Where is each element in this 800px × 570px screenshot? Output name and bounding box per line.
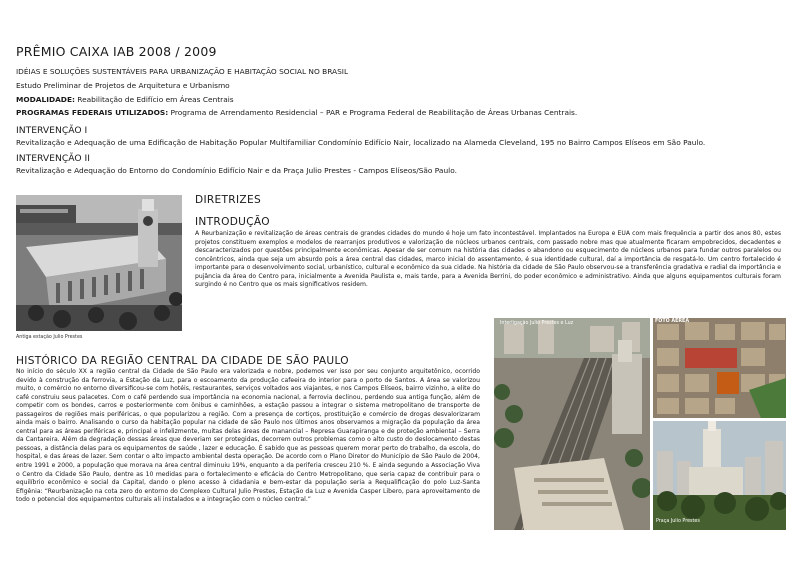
- intervencao-1-text: Revitalização e Adequação de uma Edificação de Habitação Popular Multifamiliar Condomínio Edifício Nair, localizado na Alameda Cleveland, 195 no Bairro Campos Elíseos em São Paulo.: [16, 138, 706, 147]
- aerial-caption: FOTO AÉREA: [655, 319, 690, 324]
- praca-caption: Praça Julio Prestes: [656, 519, 700, 524]
- historico-title: HISTÓRICO DA REGIÃO CENTRAL DA CIDADE DE SÃO PAULO: [16, 355, 349, 367]
- modalidade-line: [16, 95, 234, 105]
- intervencao-2-text: Revitalização e Adequação do Entorno do Condomínio Edifício Nair e da Praça Julio Prestes - Campos Elíseos/São Paulo.: [16, 166, 457, 175]
- old-station-photo: [16, 195, 182, 331]
- programas-label: PROGRAMAS FEDERAIS UTILIZADOS:: [16, 108, 169, 117]
- praca-photo: [653, 421, 786, 530]
- subtitle: IDÉIAS E SOLUÇÕES SUSTENTÁVEIS PARA URBANIZAÇÃO E HABITAÇÃO SOCIAL NO BRASIL: [16, 67, 349, 76]
- diretrizes-title: DIRETRIZES: [195, 194, 261, 206]
- introducao-text: A Reurbanização e revitalização de áreas centrais de grandes cidades do mundo é hoje um fato incontestável. Implantados na Europa e EUA com mais frequência a partir dos anos 80, estes projetos constituem exemplos e modelos de rearranjos produtivos e valorização de núcleos urbanos centrais, com passado nobre mas que atualmente ficaram empobrecidos, decadentes e descaracterizados por questões principalmente econômicas. Apesar de ser comum na história das cidades o abandono ou esquecimento de núcleos urbanos para fundar outros paralelos ou concêntricos, ainda que seja um absurdo pois a área central das cidades, marco inicial do assentamento, é sua identidade cultural, daí a importância de resgatá-lo. Um centro fortalecido é importante para o desenvolvimento social, urbanístico, cultural e econômico da sua cidade. Na história da cidade de São Paulo observou-se a transferência gradativa e radial da importância e pujância da área do Centro para, inicialmente a Avenida Paulista e, mais tarde, para a Avenida Berrini, do poder econômico e administrativo. Ainda que alguns equipamentos culturais foram surgindo é no Centro que os mais significativos residem.: [195, 230, 781, 289]
- historico-text: No início do século XX a região central da Cidade de São Paulo era valorizada e nobre, podemos ver isso por seu conjunto arquitetônico, ocorrido devido à construção da ferrovia, a Estação da Luz, para o escoamento da produção cafeeira do interior para o porto de Santos. A área se valorizou muito, o comércio no entorno diversificou-se com hotéis, restaurantes, serviços voltados aos viajantes, e nos Campos Elíseos, bairro vizinho, a elite do café construiu seus palacetes. Com o café perdendo sua importância na economia nacional, a ferrovia declinou, perdendo sua antiga função, além de competir com os bondes, carros e posteriormente com ônibus e caminhões, a estação passou a integrar o sistema metropolitano de transporte de passageiros de regiões mais periféricas, o que popularizou a região. Com a presença de cortiços, prostituição e comércio de drogas desvalorizaram ainda mais o bairro. Analisando o curso da habitação popular na cidade de são Paulo nos últimos anos observamos a migração da população da área central para as áreas periféricas e, principal e infelizmente, muitas delas áreas de manancial – Represa Guarapiranga e de proteção ambiental – Serra da Cantareira. Além da degradação dessas áreas que deveriam ser protegidas, decorrem outros problemas como o alto custo do deslocamento destas pessoas, a distância delas para os equipamentos de saúde , lazer e educação. É sabido que as pessoas querem morar perto do trabalho, da escola, do hospital, e das áreas de lazer. Sem contar o alto impacto ambiental desta operação. De acordo com o Plano Diretor do Município de São Paulo de 2004, entre 1991 e 2000, a população que morava na área central diminuiu 19%, enquanto a da periferia cresceu 210 %. E ainda segundo a Associação Viva o Centro da Cidade São Paulo, dentre as 10 medidas para o fortalecimento e eficácia do Centro Metropolitano, que seria capaz de contribuir para o equilíbrio econômico e social da Capital, dando o pleno acesso à cidadania e bem-estar da população seria a Requalificação do polo Luz-Santa Efigênia: “Reurbanização na cota zero do entorno do Complexo Cultural Julio Prestes, Estação da Luz e Avenida Casper Libero, para aproveitamento de todo o potencial dos equipamentos culturais ali instalados e a integração com o núcleo central.”: [16, 368, 480, 504]
- introducao-title: INTRODUÇÃO: [195, 216, 270, 228]
- modalidade-value: Reabilitação de Edifício em Áreas Centrais: [74, 95, 234, 104]
- intersection-caption: Interligação Julio Prestes e Luz: [500, 321, 574, 326]
- intervencao-2-title: INTERVENÇÃO II: [16, 153, 90, 164]
- old-station-caption: Antiga estação Julio Prestes: [16, 335, 83, 340]
- programas-value: Programa de Arrendamento Residencial – PAR e Programa Federal de Reabilitação de Áreas Urbanas Centrais.: [168, 108, 578, 117]
- page-title: PRÊMIO CAIXA IAB 2008 / 2009: [16, 44, 217, 59]
- study-line: Estudo Preliminar de Projetos de Arquitetura e Urbanismo: [16, 81, 230, 90]
- intersection-photo: [494, 318, 650, 530]
- programas-line: [16, 108, 577, 118]
- aerial-photo: [653, 318, 786, 418]
- modalidade-label: MODALIDADE:: [16, 95, 75, 104]
- intervencao-1-title: INTERVENÇÃO I: [16, 125, 88, 136]
